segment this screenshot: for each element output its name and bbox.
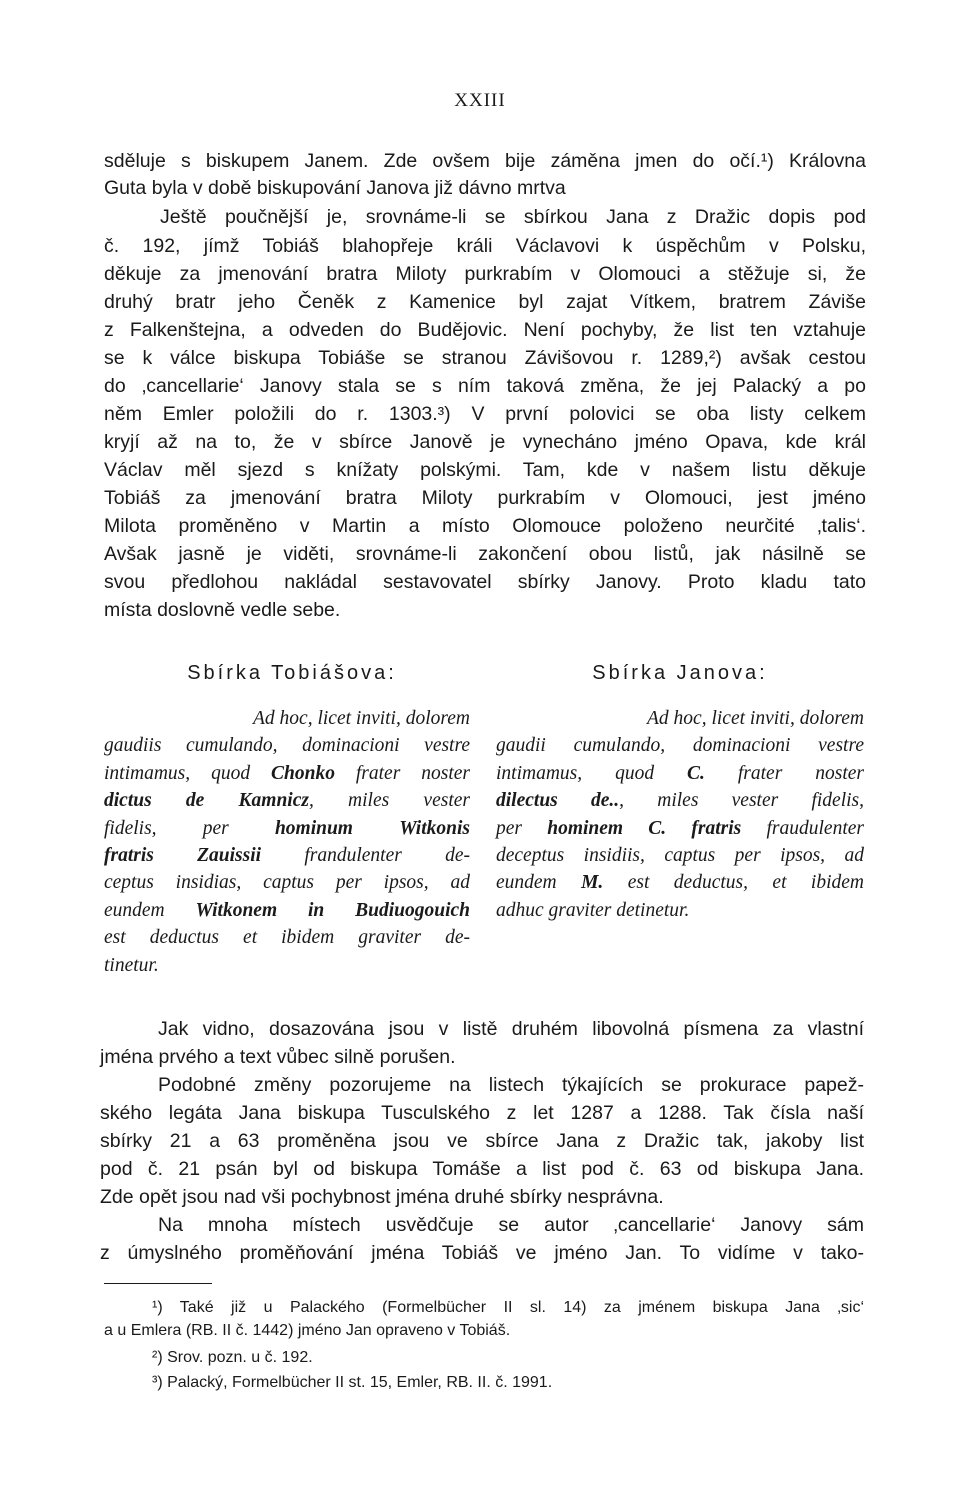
footnote-1-cont: a u Emlera (RB. II č. 1442) jméno Jan opraveno v Tobiáš. [104, 1322, 511, 1339]
right-col-line: dilectus de.., miles vester fidelis, [496, 790, 864, 812]
right-column-text [496, 705, 864, 924]
left-col-line: gaudiis cumulando, dominacioni vestre [104, 735, 470, 757]
body-line: ského legáta Jana biskupa Tusculského z let 1287 a 1288. Tak čísla naší [100, 1102, 864, 1124]
body-line: něm Emler položili do r. 1303.³) V první polovici se oba listy celkem [104, 403, 866, 425]
body-line: Na mnoha místech usvědčuje se autor ‚cancellarie‘ Janovy sám [158, 1214, 864, 1236]
body-line: druhý bratr jeho Čeněk z Kamenice byl zajat Vítkem, bratrem Záviše [104, 291, 866, 313]
left-col-line: est deductus et ibidem graviter de- [104, 927, 470, 949]
left-column-text [104, 705, 470, 979]
right-col-line: per hominem C. fratris fraudulenter [496, 817, 864, 839]
right-col-line: deceptus insidiis, captus per ipsos, ad [496, 845, 864, 867]
left-col-line: ceptus insidias, captus per ipsos, ad [104, 872, 470, 894]
body-line: místa doslovně vedle sebe. [104, 599, 341, 621]
right-col-line: intimamus, quod C. frater noster [496, 762, 864, 784]
body-line: z Falkenštejna, a odveden do Budějovic. Není pochyby, že list ten vztahuje [104, 319, 866, 341]
footnote-3: ³) Palacký, Formelbücher II st. 15, Emler, RB. II. č. 1991. [152, 1374, 553, 1391]
body-line: děkuje za jmenování bratra Miloty purkrabím v Olomouci a stěžuje si, že [104, 263, 866, 285]
footnote-rule [104, 1283, 212, 1284]
body-line: č. 192, jímž Tobiáš blahopřeje králi Václavovi k úspěchům v Polsku, [104, 235, 866, 257]
left-col-line: fidelis, per hominum Witkonis [104, 817, 470, 839]
right-col-line: Ad hoc, licet inviti, dolorem [647, 708, 864, 729]
body-line: jména prvého a text vůbec silně porušen. [100, 1046, 456, 1068]
footnote-2: ²) Srov. pozn. u č. 192. [152, 1349, 313, 1366]
body-line: Ještě poučnější je, srovnáme-li se sbírkou Jana z Dražic dopis pod [160, 206, 866, 228]
left-column-heading: Sbírka Tobiášova: [187, 662, 397, 684]
body-line: Václav měl sjezd s knížaty polskými. Tam, kde v našem listu děkuje [104, 459, 866, 481]
body-line: Milota proměněno v Martin a místo Olomouce položeno neurčité ‚talis‘. [104, 515, 866, 537]
right-col-line: adhuc graviter detinetur. [496, 899, 690, 921]
left-col-line: fratris Zauissii frandulenter de- [104, 845, 470, 867]
body-line: pod č. 21 psán byl od biskupa Tomáše a list pod č. 63 od biskupa Jana. [100, 1158, 864, 1180]
right-col-line: eundem M. est deductus, et ibidem [496, 872, 864, 894]
right-column-heading: Sbírka Janova: [592, 662, 768, 684]
body-line: do ‚cancellarie‘ Janovy stala se s ním taková změna, že jej Palacký a po [104, 375, 866, 397]
body-line: Podobné změny pozorujeme na listech týkajících se prokurace papež- [158, 1074, 864, 1096]
left-col-line: Ad hoc, licet inviti, dolorem [253, 708, 470, 729]
right-col-line: gaudii cumulando, dominacioni vestre [496, 735, 864, 757]
body-line: svou předlohou nakládal sestavovatel sbírky Janovy. Proto kladu tato [104, 571, 866, 593]
body-line: kryjí až na to, že v sbírce Janově je vynecháno jméno Opava, kde král [104, 431, 866, 453]
body-line: sděluje s biskupem Janem. Zde ovšem bije záměna jmen do očí.¹) Královna [104, 150, 866, 172]
page-number: XXIII [454, 90, 506, 111]
footnote-1: ¹) Také již u Palackého (Formelbücher II sl. 14) za jménem biskupa Jana ‚sic‘ [152, 1299, 864, 1316]
left-col-line: tinetur. [104, 954, 159, 976]
left-col-line: intimamus, quod Chonko frater noster [104, 762, 470, 784]
body-line: z úmyslného proměňování jména Tobiáš ve jméno Jan. To vidíme v tako- [100, 1242, 864, 1264]
body-line: Guta byla v době biskupování Janova již dávno mrtva [104, 177, 566, 199]
body-line: Avšak jasně je viděti, srovnáme-li zakončení obou listů, jak násilně se [104, 543, 866, 565]
body-line: Tobiáš za jmenování bratra Miloty purkrabím v Olomouci, jest jméno [104, 487, 866, 509]
body-line: Zde opět jsou nad vši pochybnost jména druhé sbírky nesprávna. [100, 1186, 664, 1208]
body-line: sbírky 21 a 63 proměněna jsou ve sbírce Jana z Dražic tak, jakoby list [100, 1130, 864, 1152]
left-col-line: dictus de Kamnicz, miles vester [104, 790, 470, 812]
left-col-line: eundem Witkonem in Budiuogouich [104, 899, 470, 921]
body-line: Jak vidno, dosazována jsou v listě druhém libovolná písmena za vlastní [158, 1018, 864, 1040]
body-line: se k válce biskupa Tobiáše se stranou Závišovou r. 1289,²) avšak cestou [104, 347, 866, 369]
